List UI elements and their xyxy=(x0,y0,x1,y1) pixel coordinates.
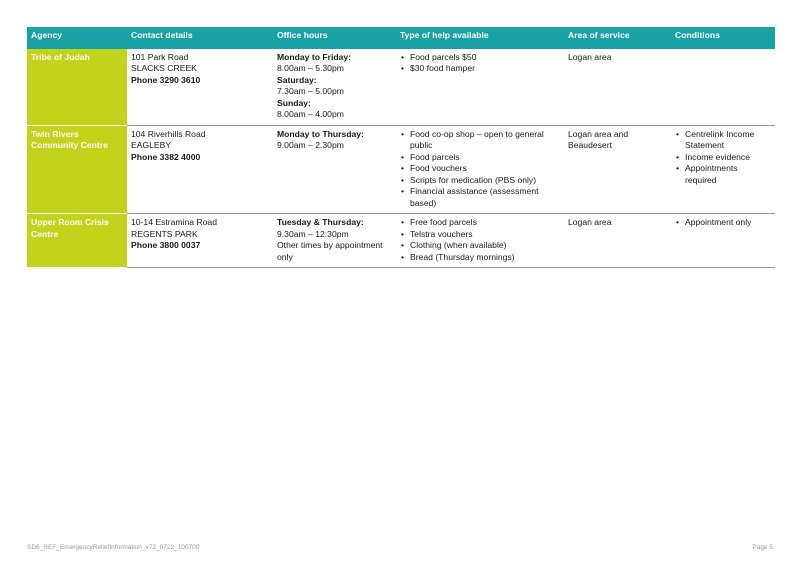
contact-suburb: EAGLEBY xyxy=(131,140,172,150)
emergency-relief-table xyxy=(27,27,775,268)
help-item: • Telstra vouchers xyxy=(410,229,560,241)
help-list xyxy=(400,217,560,263)
help-item: • Food parcels xyxy=(410,152,560,164)
condition-item: • Appointment only xyxy=(685,217,771,229)
header-conditions: Conditions xyxy=(671,27,775,49)
condition-item: • Appointments required xyxy=(685,163,771,186)
area-cell: Logan area xyxy=(564,49,671,126)
conditions-cell xyxy=(671,214,775,268)
header-office-hours: Office hours xyxy=(273,27,396,49)
hours-time: 8.00am – 5.30pm xyxy=(277,63,344,73)
contact-phone: Phone 3290 3610 xyxy=(131,74,201,85)
condition-item: • Centrelink Income Statement xyxy=(685,129,771,152)
help-item: • Food vouchers xyxy=(410,163,560,175)
contact-phone: Phone 3382 4000 xyxy=(131,151,201,162)
conditions-list xyxy=(675,129,771,187)
table-row xyxy=(27,125,775,214)
contact-suburb: SLACKS CREEK xyxy=(131,63,197,73)
hours-day-label: Monday to Thursday: xyxy=(277,128,364,139)
help-item: • $30 food hamper xyxy=(410,63,560,75)
hours-time: 9.30am – 12:30pm xyxy=(277,228,349,239)
area-cell: Logan area xyxy=(564,214,671,268)
contact-cell xyxy=(127,214,273,268)
contact-phone: Phone 3800 0037 xyxy=(131,240,201,250)
hours-time: 8.00am – 4.00pm xyxy=(277,109,344,119)
header-contact-details: Contact details xyxy=(127,27,273,49)
table-row xyxy=(27,49,775,126)
table-row xyxy=(27,214,775,268)
contact-address: 101 Park Road xyxy=(131,51,189,62)
footer-document-id: SD6_REF_EmergencyReliefInformation_v72_0722_100700 xyxy=(27,544,200,551)
conditions-list xyxy=(675,217,771,229)
hours-day-label: Sunday: xyxy=(277,97,311,108)
help-item: • Bread (Thursday mornings) xyxy=(410,252,560,264)
help-cell xyxy=(396,49,564,126)
help-item: • Free food parcels xyxy=(410,217,560,229)
office-hours-cell xyxy=(273,125,396,214)
area-cell: Logan area and Beaudesert xyxy=(564,125,671,214)
conditions-cell xyxy=(671,125,775,214)
hours-time: 7.30am – 5.00pm xyxy=(277,86,344,96)
hours-day-label: Tuesday & Thursday: xyxy=(277,217,364,227)
header-type-of-help: Type of help available xyxy=(396,27,564,49)
hours-time: 9.00am – 2.30pm xyxy=(277,140,344,150)
office-hours-cell xyxy=(273,49,396,126)
hours-day-label: Saturday: xyxy=(277,74,317,85)
agency-cell: Upper Room Crisis Centre xyxy=(27,214,127,268)
hours-time: Other times by appointment only xyxy=(277,240,383,262)
conditions-cell xyxy=(671,49,775,126)
table-header-row xyxy=(27,27,775,49)
contact-address: 10-14 Estramina Road xyxy=(131,217,217,227)
help-cell xyxy=(396,125,564,214)
help-item: • Clothing (when available) xyxy=(410,240,560,252)
agency-cell: Tribe of Judah xyxy=(27,49,127,126)
header-area-of-service: Area of service xyxy=(564,27,671,49)
contact-suburb: REGENTS PARK xyxy=(131,228,198,239)
contact-cell xyxy=(127,125,273,214)
footer-page-number: Page 5 xyxy=(752,544,773,551)
help-list xyxy=(400,52,560,75)
help-item: • Food parcels $50 xyxy=(410,52,560,64)
help-item: • Food co-op shop – open to general public xyxy=(410,129,560,152)
agency-cell: Twin Rivers Community Centre xyxy=(27,125,127,214)
help-item: • Financial assistance (assessment based) xyxy=(410,186,560,209)
office-hours-cell xyxy=(273,214,396,268)
contact-address: 104 Riverhills Road xyxy=(131,128,206,139)
condition-item: • Income evidence xyxy=(685,152,771,164)
header-agency: Agency xyxy=(27,27,127,49)
contact-cell xyxy=(127,49,273,126)
help-cell xyxy=(396,214,564,268)
help-item: • Scripts for medication (PBS only) xyxy=(410,175,560,187)
hours-day-label: Monday to Friday: xyxy=(277,51,352,62)
help-list xyxy=(400,129,560,210)
